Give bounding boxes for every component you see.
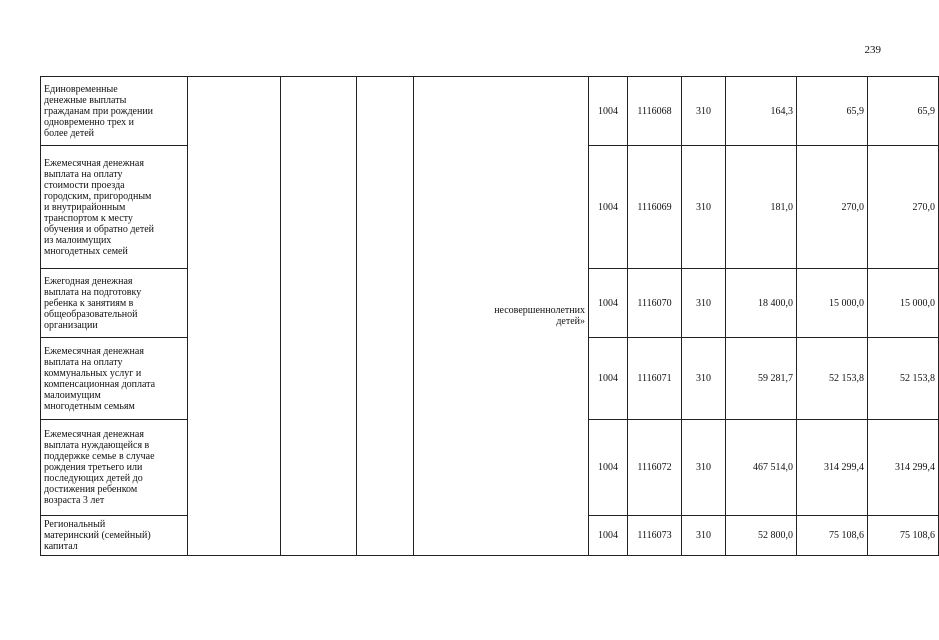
- type-code: 310: [682, 146, 726, 269]
- value-cell-2: 52 153,8: [797, 338, 868, 420]
- value-cell-1: 18 400,0: [726, 269, 797, 338]
- row-name-cell: Ежемесячная денежная выплата на оплату стоимости проезда городским, пригородным и внутрирайонным транспортом к месту обучения и обратно детей из малоимущих многодетных семей: [41, 146, 188, 269]
- value-cell-2: 65,9: [797, 77, 868, 146]
- target-code: 1116070: [628, 269, 682, 338]
- empty-column-cell: [281, 77, 357, 556]
- section-code: 1004: [589, 269, 628, 338]
- target-code: 1116069: [628, 146, 682, 269]
- row-name-cell: Ежемесячная денежная выплата нуждающейся в поддержке семье в случае рождения третьего или последующих детей до достижения ребенком возраста 3 лет: [41, 420, 188, 516]
- value-cell-1: 59 281,7: [726, 338, 797, 420]
- row-name-cell: Ежегодная денежная выплата на подготовку ребенка к занятиям в общеобразовательной организации: [41, 269, 188, 338]
- merged-note-cell: несовершеннолетних детей»: [414, 77, 589, 556]
- row-name-cell: Региональный материнский (семейный) капитал: [41, 516, 188, 556]
- row-name-cell: Единовременные денежные выплаты гражданам при рождении одновременно трех и более детей: [41, 77, 188, 146]
- section-code: 1004: [589, 77, 628, 146]
- value-cell-3: 75 108,6: [868, 516, 939, 556]
- target-code: 1116073: [628, 516, 682, 556]
- empty-column-cell: [188, 77, 281, 556]
- value-cell-3: 15 000,0: [868, 269, 939, 338]
- table-row: [41, 77, 939, 146]
- value-cell-2: 15 000,0: [797, 269, 868, 338]
- target-code: 1116072: [628, 420, 682, 516]
- value-cell-3: 65,9: [868, 77, 939, 146]
- value-cell-2: 270,0: [797, 146, 868, 269]
- value-cell-3: 270,0: [868, 146, 939, 269]
- value-cell-1: 52 800,0: [726, 516, 797, 556]
- target-code: 1116071: [628, 338, 682, 420]
- section-code: 1004: [589, 420, 628, 516]
- value-cell-3: 314 299,4: [868, 420, 939, 516]
- value-cell-1: 467 514,0: [726, 420, 797, 516]
- type-code: 310: [682, 338, 726, 420]
- type-code: 310: [682, 516, 726, 556]
- value-cell-1: 181,0: [726, 146, 797, 269]
- value-cell-2: 75 108,6: [797, 516, 868, 556]
- target-code: 1116068: [628, 77, 682, 146]
- value-cell-2: 314 299,4: [797, 420, 868, 516]
- type-code: 310: [682, 269, 726, 338]
- type-code: 310: [682, 77, 726, 146]
- section-code: 1004: [589, 338, 628, 420]
- type-code: 310: [682, 420, 726, 516]
- page-number: 239: [864, 44, 881, 56]
- value-cell-3: 52 153,8: [868, 338, 939, 420]
- section-code: 1004: [589, 146, 628, 269]
- value-cell-1: 164,3: [726, 77, 797, 146]
- section-code: 1004: [589, 516, 628, 556]
- empty-column-cell: [357, 77, 414, 556]
- row-name-cell: Ежемесячная денежная выплата на оплату коммунальных услуг и компенсационная доплата малоимущим многодетным семьям: [41, 338, 188, 420]
- budget-table: [40, 76, 939, 556]
